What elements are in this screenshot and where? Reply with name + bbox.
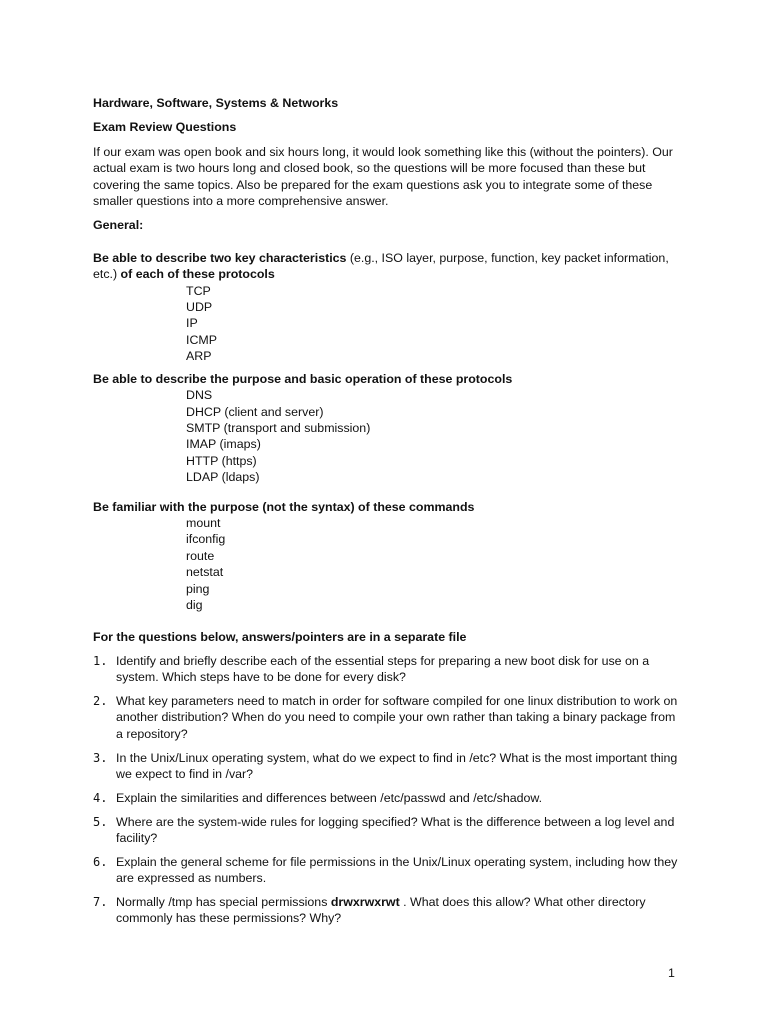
protocol-list-2	[93, 387, 683, 485]
list-item: IMAP (imaps)	[186, 437, 261, 452]
question-item	[93, 790, 683, 806]
list-item: LDAP (ldaps)	[186, 470, 260, 485]
section-protocols-operation-heading: Be able to describe the purpose and basic operation of these protocols	[93, 371, 513, 386]
page-number: 1	[668, 966, 675, 980]
list-item: dig	[186, 597, 203, 612]
permission-string: drwxrwxrwt	[330, 895, 400, 909]
list-item: DNS	[186, 388, 213, 403]
protocol-list-1	[93, 283, 683, 365]
question-list	[93, 653, 683, 927]
question-number: 4.	[93, 790, 108, 805]
question-text	[116, 895, 646, 925]
question-text-after: . What does this allow? What other directory commonly has these permissions? Why?	[116, 895, 646, 926]
command-list	[93, 515, 683, 613]
question-text: Explain the similarities and differences between /etc/passwd and /etc/shadow.	[116, 790, 543, 805]
list-item: DHCP (client and server)	[186, 404, 324, 419]
page-content	[93, 95, 683, 934]
question-number: 6.	[93, 854, 108, 869]
section1-heading-rest: (e.g., ISO layer, purpose, function, key packet information, etc.)	[93, 250, 669, 282]
answers-heading: For the questions below, answers/pointers are in a separate file	[93, 630, 467, 645]
question-number: 1.	[93, 653, 108, 668]
list-item: ifconfig	[186, 532, 226, 547]
question-text: In the Unix/Linux operating system, what do we expect to find in /etc? What is the most important thing we expect to find in /var?	[116, 750, 678, 781]
document-title: Hardware, Software, Systems & Networks	[93, 96, 339, 110]
question-text: Where are the system-wide rules for logging specified? What is the difference between a log level and facility?	[116, 814, 675, 845]
list-item: HTTP (https)	[186, 453, 257, 468]
question-item	[93, 653, 683, 686]
section-protocols-characteristics-heading	[93, 250, 683, 283]
question-number: 5.	[93, 814, 108, 829]
question-text: Identify and briefly describe each of the essential steps for preparing a new boot disk for use on a system. Which steps have to be done for every disk?	[116, 653, 650, 685]
question-item	[93, 693, 683, 742]
question-text: What key parameters need to match in order for software compiled for one linux distribution to work on another distribution? When do you need to compile your own rather than taking a binary package from a repository?	[116, 693, 678, 741]
list-item: IP	[186, 316, 198, 331]
list-item: netstat	[186, 565, 224, 580]
question-text: Explain the general scheme for file permissions in the Unix/Linux operating system, including how they are expressed as numbers.	[116, 854, 678, 886]
list-item: route	[186, 548, 215, 563]
question-item	[93, 750, 683, 783]
list-item: mount	[186, 515, 221, 530]
section-commands-heading: Be familiar with the purpose (not the syntax) of these commands	[93, 499, 475, 514]
intro-paragraph: If our exam was open book and six hours long, it would look something like this (without the pointers). Our actual exam is two hours long and closed book, so the questions will be more focused than these but covering the same topics. Also be prepared for the exam questions ask you to integrate some of these smaller questions into a more comprehensive answer.	[93, 144, 673, 209]
question-number: 3.	[93, 750, 108, 765]
list-item: UDP	[186, 300, 213, 315]
question-text-before: Normally /tmp has special permissions	[116, 895, 331, 909]
question-number: 7.	[93, 895, 108, 909]
list-item: SMTP (transport and submission)	[186, 420, 371, 435]
question-item	[93, 894, 683, 927]
general-heading: General:	[93, 218, 144, 233]
section1-heading-tail: of each of these protocols	[117, 267, 275, 282]
question-item	[93, 814, 683, 847]
list-item: ping	[186, 581, 210, 596]
list-item: TCP	[186, 283, 211, 298]
question-number: 2.	[93, 693, 108, 708]
document-subtitle: Exam Review Questions	[93, 120, 237, 135]
list-item: ICMP	[186, 332, 217, 347]
question-item	[93, 854, 683, 887]
section1-heading-bold: Be able to describe two key characteristics	[93, 250, 347, 265]
list-item: ARP	[186, 349, 212, 364]
